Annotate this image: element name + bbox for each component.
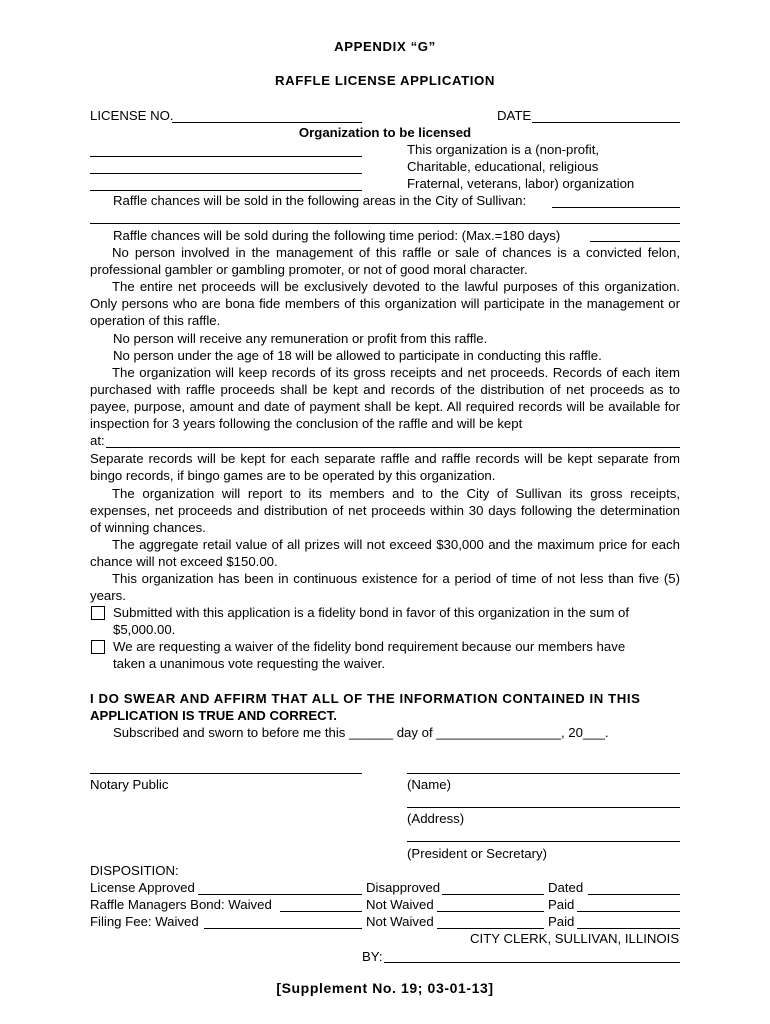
city-clerk-label: CITY CLERK, SULLIVAN, ILLINOIS	[470, 931, 680, 946]
fidelity-bond-checkbox[interactable]	[91, 606, 105, 620]
oath-line-1: I DO SWEAR AND AFFIRM THAT ALL OF THE INFORMATION CONTAINED IN THIS	[90, 691, 641, 706]
areas-field-2[interactable]	[90, 223, 680, 224]
license-approved-field[interactable]	[198, 894, 362, 895]
president-signature-line[interactable]	[407, 841, 680, 842]
address-label: (Address)	[407, 811, 465, 826]
prizes-paragraph: The aggregate retail value of all prizes will not exceed $30,000 and the maximum price for each chance will not exceed $150.00.	[90, 537, 680, 570]
org-type-line-3: Fraternal, veterans, labor) organization	[407, 176, 635, 191]
fee-waived-field[interactable]	[204, 928, 362, 929]
bond-text-line-2: $5,000.00.	[113, 622, 176, 637]
org-type-line-1: This organization is a (non-profit,	[407, 142, 600, 157]
bond-not-waived-field[interactable]	[437, 911, 544, 912]
bond-paid-label: Paid	[548, 897, 575, 912]
fee-not-waived-label: Not Waived	[366, 914, 434, 929]
clerk-signature-line[interactable]	[384, 962, 680, 963]
no-remuneration-text: No person will receive any remuneration or profit from this raffle.	[113, 331, 488, 346]
bond-waived-field[interactable]	[280, 911, 362, 912]
waiver-text-line-2: taken a unanimous vote requesting the waiver.	[113, 656, 385, 671]
at-label: at:	[90, 433, 105, 448]
license-approved-label: License Approved	[90, 880, 195, 895]
bond-waived-label: Raffle Managers Bond: Waived	[90, 897, 272, 912]
date-field[interactable]	[532, 122, 680, 123]
bond-not-waived-label: Not Waived	[366, 897, 434, 912]
name-label: (Name)	[407, 777, 451, 792]
org-type-line-2: Charitable, educational, religious	[407, 159, 599, 174]
fee-waived-label: Filing Fee: Waived	[90, 914, 199, 929]
form-title: RAFFLE LICENSE APPLICATION	[274, 73, 495, 88]
name-signature-line[interactable]	[407, 773, 680, 774]
time-period-text: Raffle chances will be sold during the following time period: (Max.=180 days)	[113, 228, 561, 243]
org-name-line-3[interactable]	[90, 190, 362, 191]
areas-field[interactable]	[552, 207, 680, 208]
disapproved-field[interactable]	[442, 894, 544, 895]
license-no-label: LICENSE NO.	[90, 108, 174, 123]
address-line[interactable]	[407, 807, 680, 808]
notary-label: Notary Public	[90, 777, 169, 792]
no-felon-paragraph: No person involved in the management of this raffle or sale of chances is a convicted felon, professional gambler or gambling promoter, or not of good moral character.	[90, 245, 680, 278]
oath-line-2: APPLICATION IS TRUE AND CORRECT.	[90, 708, 337, 723]
age-18-text: No person under the age of 18 will be allowed to participate in conducting this raffle.	[113, 348, 602, 363]
supplement-footer: [Supplement No. 19; 03-01-13]	[276, 980, 494, 996]
areas-text: Raffle chances will be sold in the following areas in the City of Sullivan:	[113, 193, 527, 208]
dated-label: Dated	[548, 880, 584, 895]
net-proceeds-paragraph: The entire net proceeds will be exclusively devoted to the lawful purposes of this organization. Only persons who are bona fide members of this organization will participate in the management or operation of this raffle.	[90, 279, 680, 329]
org-name-line-1[interactable]	[90, 156, 362, 157]
time-period-field[interactable]	[590, 241, 680, 242]
bond-paid-field[interactable]	[577, 911, 680, 912]
bond-waiver-checkbox[interactable]	[91, 640, 105, 654]
fee-paid-label: Paid	[548, 914, 575, 929]
org-name-line-2[interactable]	[90, 173, 362, 174]
report-paragraph: The organization will report to its members and to the City of Sullivan its gross receipts, expenses, net proceeds and distribution of net proceeds within 30 days following the determination of winning chances.	[90, 486, 680, 536]
dated-field[interactable]	[588, 894, 680, 895]
disposition-label: DISPOSITION:	[90, 863, 179, 878]
records-paragraph: The organization will keep records of its gross receipts and net proceeds. Records of each item purchased with raffle proceeds shall be kept and records of the distribution of net proceeds as to payee, purpose, amount and date of payment shall be kept. All required records will be available for inspection for 3 years following the conclusion of the raffle and will be kept	[90, 365, 680, 432]
separate-records-paragraph: Separate records will be kept for each separate raffle and raffle records will be kept separate from bingo records, if bingo games are to be operated by this organization.	[90, 451, 680, 484]
by-label: BY:	[362, 949, 383, 964]
existence-paragraph: This organization has been in continuous existence for a period of time of not less than five (5) years.	[90, 571, 680, 604]
records-location-field[interactable]	[106, 447, 680, 448]
subscribed-text: Subscribed and sworn to before me this ______ day of _________________, 20___.	[113, 725, 609, 740]
appendix-heading: APPENDIX “G”	[334, 39, 436, 54]
org-heading: Organization to be licensed	[298, 125, 472, 140]
date-label: DATE	[497, 108, 532, 123]
license-no-field[interactable]	[172, 122, 362, 123]
waiver-text-line-1: We are requesting a waiver of the fidelity bond requirement because our members have	[113, 639, 626, 654]
fee-paid-field[interactable]	[577, 928, 680, 929]
disapproved-label: Disapproved	[366, 880, 441, 895]
president-label: (President or Secretary)	[407, 846, 547, 861]
bond-text-line-1: Submitted with this application is a fidelity bond in favor of this organization in the sum of	[113, 605, 630, 620]
fee-not-waived-field[interactable]	[437, 928, 544, 929]
notary-signature-line[interactable]	[90, 773, 362, 774]
